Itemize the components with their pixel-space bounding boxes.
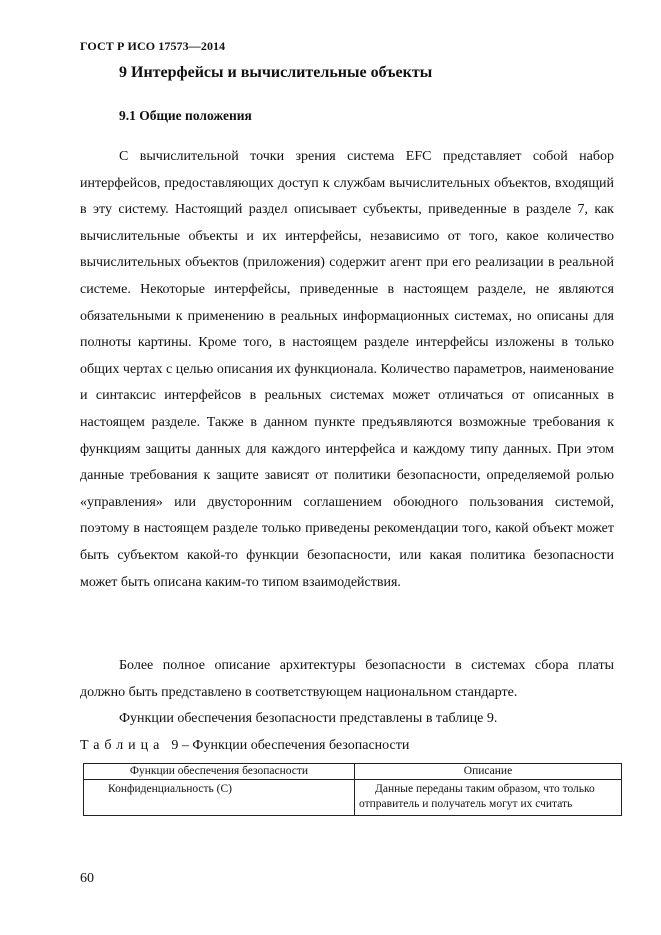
table-header-row bbox=[84, 764, 622, 780]
table-cell-description: Данные переданы таким образом, что только отправитель и получатель могут их считать bbox=[355, 780, 622, 816]
subsection-title: 9.1 Общие положения bbox=[119, 108, 252, 123]
table-caption-label: Таблица bbox=[80, 738, 165, 753]
page-number: 60 bbox=[80, 871, 94, 886]
paragraph-intro: С вычислительной точки зрения система EFC представляет собой набор интерфейсов, предоставляющих доступ к службам вычислительных объектов, входящий в эту систему. Настоящий раздел описывает субъекты, приведенные в разделе 7, как вычислительные объекты и их интерфейсы, независимо от того, какое количество вычислительных объектов (приложения) содержит агент при его реализации в реальной системе. Некоторые интерфейсы, приведенные в настоящем разделе, не являются обязательными к применению в реальных информационных системах, но описаны для полноты картины. Кроме того, в настоящем разделе интерфейсы изложены в только общих чертах с целью описания их функционала. Количество параметров, наименование и синтаксис интерфейсов в реальных системах может отличаться от описанных в настоящем разделе. Также в данном пункте предъявляются возможные требования к функциям защиты данных для каждого интерфейса и каждому типу данных. При этом данные требования к защите зависят от политики безопасности, определяемой ролью «управления» или двусторонним соглашением обоюдного пользования системой, поэтому в настоящем разделе только приведены рекомендации того, какой объект может быть субъектом какой-то функции безопасности, или какая политика безопасности может быть описана каким-то типом взаимодействия. bbox=[80, 149, 614, 590]
table-caption-text: 9 – Функции обеспечения безопасности bbox=[171, 738, 410, 753]
section-title: 9 Интерфейсы и вычислительные объекты bbox=[119, 64, 433, 81]
paragraph-table-reference: Функции обеспечения безопасности представлены в таблице 9. bbox=[119, 711, 498, 726]
table-row bbox=[84, 780, 622, 816]
paragraph-architecture: Более полное описание архитектуры безопасности в системах сбора платы должно быть представлено в соответствующем национальном стандарте. bbox=[80, 658, 614, 700]
table-cell-function: Конфиденциальность (С) bbox=[84, 780, 355, 816]
table-header-description: Описание bbox=[355, 764, 622, 780]
security-functions-table bbox=[83, 763, 622, 816]
table-header-function: Функции обеспечения безопасности bbox=[84, 764, 355, 780]
table-caption bbox=[80, 738, 409, 754]
document-code: ГОСТ Р ИСО 17573—2014 bbox=[80, 39, 226, 53]
